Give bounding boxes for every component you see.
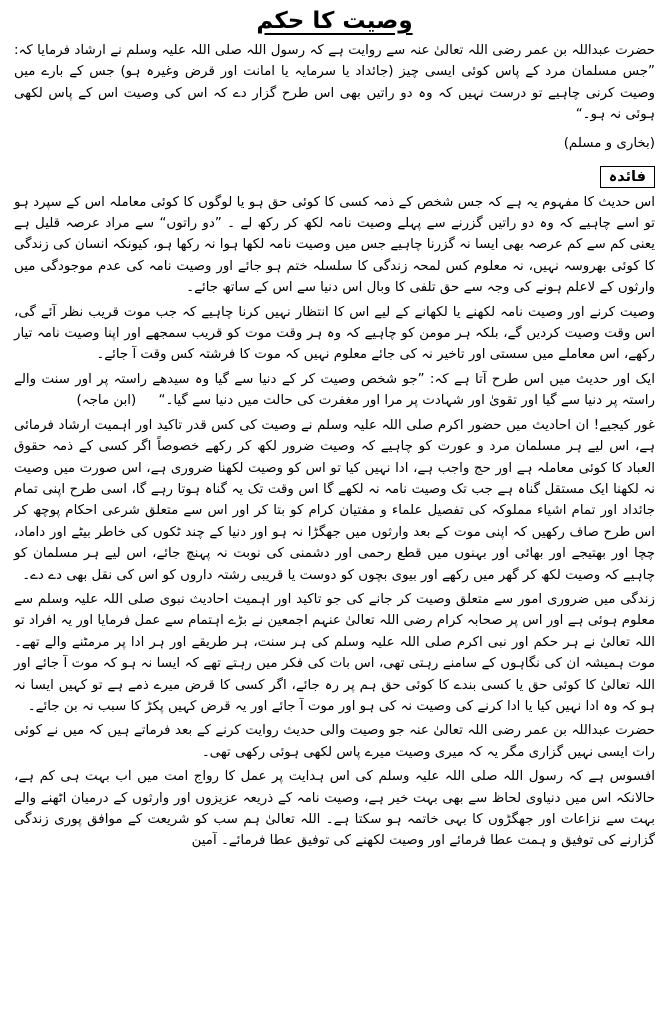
paragraph-3-text: ایک اور حدیث میں اس طرح آتا ہے کہ: ”جو شخص وصیت کر کے دنیا سے گیا وہ سیدھے راستہ پر اور سنت والے راستہ پر دنیا سے گیا اور تقویٰ اور شہادت پر مرا اور مغفرت کی حالت میں دنیا سے گیا۔“ (14, 371, 655, 409)
paragraph-2: وصیت کرنے اور وصیت نامہ لکھنے یا لکھانے کے لیے اس کا انتظار نہیں کرنا چاہیے کہ جب موت قریب نظر آئے گی، اس وقت وصیت کردیں گے، بلکہ ہر مومن کو چاہیے کہ وہ ہر وقت موت کو قریب سمجھے اور اپنا وصیت نامہ تیار رکھے، اس معاملے میں سستی اور تاخیر نہ کی جائے معلوم نہیں کہ موت کا فرشتہ کس وقت آ جائے۔ (14, 304, 655, 363)
section-heading-wrap (14, 166, 655, 190)
paragraph-4: غور کیجیے! ان احادیث میں حضور اکرم صلی اللہ علیہ وسلم نے وصیت کی کس قدر تاکید اور اہمیت ارشاد فرمائی ہے، اس لیے ہر مسلمان مرد و عورت کو چاہیے کہ وصیت ضرور لکھ کر رکھے خصوصاً اگر کسی کے ذمہ حقوق العباد کا کوئی معاملہ ہے اور حج واجب ہے، ادا نہیں کیا تو اس کو وصیت لکھنا ضروری ہے، اس صورت میں وصیت نہ لکھنا ایک مستقل گناہ ہے جب تک وصیت نامہ نہ لکھے گا اس وقت تک یہ گناہ ہوتا رہے گا، اسی طرح اپنی تمام جائداد اور تمام اشیاء مملوکہ کی تفصیل علماء و مفتیان کرام کو بتا کر اور اس سے متعلق شرعی احکام پوچھ کر اس طرح صاف رکھیں کہ اپنی موت کے بعد وارثوں میں جھگڑا نہ ہو اور دنیا کے چند ٹکوں کی خاطر بیٹے اور داماد، چچا اور بھتیجے اور بھائی اور بہنوں میں قطع رحمی اور دشمنی کی نوبت نہ پہنچ جائے، اس لیے ہر مسلمان کو چاہیے کہ وصیت لکھ کر گھر میں رکھے اور بیوی بچوں کو دوست یا قریبی رشتہ داروں کو اس کی نقل بھی دے دے۔ (14, 417, 655, 583)
paragraph-3-source: (ابن ماجہ) (76, 393, 137, 409)
paragraph-5: زندگی میں ضروری امور سے متعلق وصیت کر جانے کی جو تاکید اور اہمیت احادیث نبوی صلی اللہ علیہ وسلم سے معلوم ہوئی ہے اور اس پر صحابہ کرام رضی اللہ تعالیٰ عنہم اجمعین نے بڑے اہتمام سے عمل فرمایا اور یہ افراد تو اللہ تعالیٰ نے ہر حکم اور نبی اکرم صلی اللہ علیہ وسلم کی ہر سنت، ہر طریقے اور ہر ادا پر مرمٹنے والے تھے۔ موت ہمیشہ ان کی نگاہوں کے سامنے رہتی تھی، اس بات کی فکر میں رہتے تھے کہ ایسا نہ ہو کہ موت آ جائے اور اللہ تعالیٰ کا کوئی حق یا کسی بندے کا کوئی حق ہم پر رہ جائے، اگر کسی کا قرض میرے ذمے ہے تو کہیں ایسا نہ ہو کہ وہ ادا نہیں کیا یا ادا کرنے کی وصیت نہ کی ہو اور موت آ جائے اور یہ قرض کہیں پکڑ کا سبب نہ بن جائے۔ (14, 591, 655, 714)
hadith-text: حضرت عبداللہ بن عمر رضی اللہ تعالیٰ عنہ سے روایت ہے کہ رسول اللہ صلی اللہ علیہ وسلم نے ارشاد فرمایا کہ: ”جس مسلمان مرد کے پاس کوئی ایسی چیز (جائداد یا سرمایہ یا امانت اور قرض وغیرہ ہو) جس کے بارے میں وصیت کرنی چاہیے تو درست نہیں کہ وہ دو راتیں بھی اس طرح گزار دے کہ اس کی وصیت اس کے پاس لکھی ہوئی نہ ہو۔“ (14, 43, 655, 123)
hadith-source: (بخاری و مسلم) (563, 135, 655, 151)
paragraph-6: حضرت عبداللہ بن عمر رضی اللہ تعالیٰ عنہ جو وصیت والی حدیث روایت کرنے کے بعد فرماتے ہیں کہ میں نے کوئی رات ایسی نہیں گزاری مگر یہ کہ میری وصیت میرے پاس لکھی ہوئی رکھی تھی۔ (14, 723, 655, 760)
paragraph-7: افسوس ہے کہ رسول اللہ صلی اللہ علیہ وسلم کی اس ہدایت پر عمل کا رواج امت میں اب بہت ہی کم ہے، حالانکہ اس میں دنیاوی لحاظ سے بھی بہت خیر ہے، وصیت نامہ کے ذریعہ عزیزوں اور وارثوں کے درمیان اٹھنے والے بہت سے نزاعات اور جھگڑوں کا بہی خاتمہ ہو سکتا ہے۔ اللہ تعالیٰ ہم سب کو شریعت کے موافق پوری زندگی گزارنے کی توفیق و ہمت عطا فرمائے اور وصیت لکھنے کی توفیق عطا فرمائے۔ آمین (14, 769, 655, 849)
paragraph-1: اس حدیث کا مفہوم یہ ہے کہ جس شخص کے ذمہ کسی کا کوئی حق ہو یا لوگوں کا کوئی معاملہ اس کے سپرد ہو تو اسے چاہیے کہ وہ دو راتیں گزرنے سے پہلے وصیت نامہ لکھ کر رکھ لے ۔ ”دو راتوں“ سے مراد عرصہ قلیل ہے یعنی کم سے کم عرصہ بھی ایسا نہ گزرنا چاہیے جس میں وصیت نامہ لکھا ہوا نہ رکھا ہو، کیونکہ انسان کی زندگی کا کوئی بھروسہ نہیں، نہ معلوم کس لمحہ زندگی کا سلسلہ ختم ہو جائے اور وصیت نامہ کی عدم موجودگی میں وارثوں کے لاعلم ہونے کی وجہ سے حق تلفی کا وبال اس دنیا سے اس کے ساتھ جائے۔ (14, 194, 655, 296)
section-heading: فائدہ (600, 166, 655, 188)
page-title: وصیت کا حکم (256, 8, 413, 34)
paragraph-3 (14, 369, 655, 412)
